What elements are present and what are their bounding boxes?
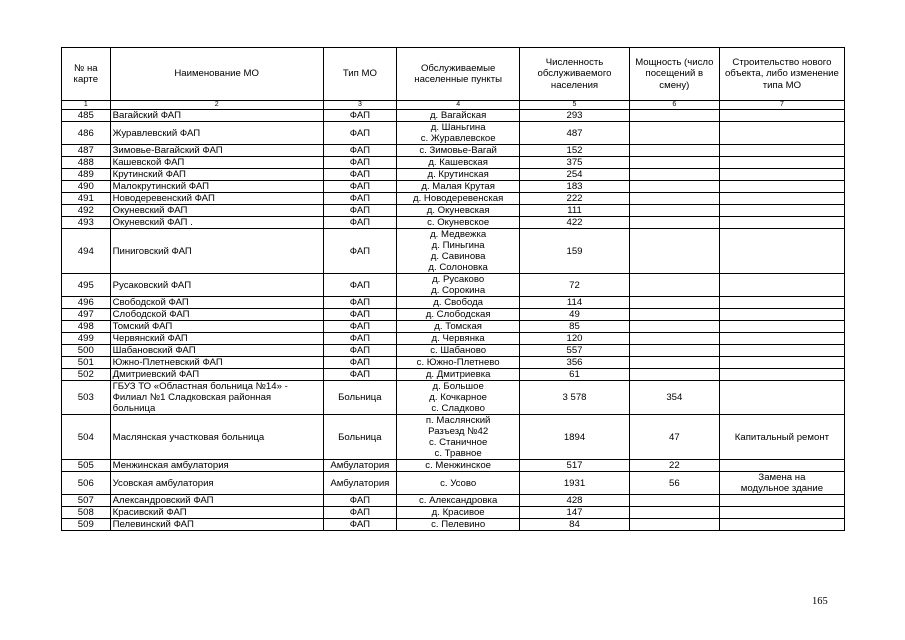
construction-cell (719, 495, 844, 507)
population-cell: 84 (520, 519, 630, 531)
mo-name-cell-line: Дмитриевский ФАП (112, 369, 200, 380)
construction-cell (719, 274, 844, 297)
mo-name-cell-line: Пиниговский ФАП (112, 245, 192, 257)
population-cell: 49 (520, 309, 630, 321)
settlements-cell (397, 381, 520, 415)
population-cell: 120 (520, 333, 630, 345)
map-number-cell: 492 (62, 205, 111, 217)
construction-cell (719, 205, 844, 217)
table-row (62, 333, 845, 345)
population-cell: 152 (520, 145, 630, 157)
settlements-cell (397, 229, 520, 274)
column-number: 4 (397, 101, 520, 110)
settlements-cell-line: д. Малая Крутая (421, 181, 495, 192)
table-row (62, 460, 845, 472)
map-number-cell: 509 (62, 519, 111, 531)
capacity-cell: 22 (629, 460, 719, 472)
table-row (62, 145, 845, 157)
population-cell: 72 (520, 274, 630, 297)
settlements-cell (397, 145, 520, 157)
mo-name-cell-line: Журавлевский ФАП (112, 127, 201, 139)
capacity-cell (629, 145, 719, 157)
mo-name-cell (110, 274, 323, 297)
population-cell: 3 578 (520, 381, 630, 415)
map-number-cell: 508 (62, 507, 111, 519)
facilities-table (61, 47, 845, 531)
settlements-cell (397, 519, 520, 531)
settlements-cell (397, 217, 520, 229)
settlements-cell (397, 472, 520, 495)
mo-name-cell-line: Кашевской ФАП (112, 157, 185, 168)
table-row (62, 345, 845, 357)
settlements-cell (397, 110, 520, 122)
capacity-cell (629, 369, 719, 381)
settlements-cell (397, 321, 520, 333)
settlements-cell (397, 181, 520, 193)
construction-cell (719, 369, 844, 381)
page-number: 165 (812, 596, 828, 607)
capacity-cell: 56 (629, 472, 719, 495)
capacity-cell (629, 321, 719, 333)
mo-name-cell (110, 157, 323, 169)
header-capacity: Мощность (число посещений в смену) (629, 48, 719, 101)
settlements-cell (397, 169, 520, 181)
mo-name-cell (110, 309, 323, 321)
map-number-cell: 500 (62, 345, 111, 357)
mo-name-cell-line: Филиал №1 Сладковская районная (112, 392, 272, 403)
mo-type-cell: ФАП (323, 110, 396, 122)
table-row (62, 495, 845, 507)
column-number: 6 (629, 101, 719, 110)
table-row (62, 122, 845, 145)
mo-type-cell: ФАП (323, 274, 396, 297)
settlements-cell-line: с. Южно-Плетнево (416, 357, 500, 368)
mo-type-cell: ФАП (323, 333, 396, 345)
mo-name-cell-line: Новодеревенский ФАП (112, 193, 215, 204)
map-number-cell: 487 (62, 145, 111, 157)
table-body (62, 110, 845, 531)
map-number-cell: 503 (62, 381, 111, 415)
mo-type-cell: ФАП (323, 345, 396, 357)
table-row (62, 205, 845, 217)
settlements-cell (397, 274, 520, 297)
header-settlements: Обслуживаемые населенные пункты (397, 48, 520, 101)
map-number-cell: 505 (62, 460, 111, 472)
settlements-cell-line: д. Медвежка (430, 229, 487, 240)
table-row (62, 274, 845, 297)
settlements-cell-line: с. Усово (440, 477, 477, 489)
settlements-cell-line: д. Крутинская (427, 169, 489, 180)
construction-cell (719, 229, 844, 274)
settlements-cell (397, 297, 520, 309)
population-cell: 422 (520, 217, 630, 229)
map-number-cell: 493 (62, 217, 111, 229)
population-cell: 85 (520, 321, 630, 333)
settlements-cell-line: д. Шаньгина (430, 122, 486, 133)
table-row (62, 519, 845, 531)
settlements-cell-line: с. Журавлевское (420, 133, 496, 144)
settlements-cell (397, 415, 520, 460)
column-number: 1 (62, 101, 111, 110)
population-cell: 183 (520, 181, 630, 193)
mo-name-cell-line: Слободской ФАП (112, 309, 190, 320)
mo-name-cell-line: Менжинская амбулатория (112, 460, 229, 471)
construction-cell-line: Капитальный ремонт (734, 431, 830, 443)
settlements-cell-line: д. Солоновка (428, 262, 488, 273)
map-number-cell: 499 (62, 333, 111, 345)
map-number-cell: 494 (62, 229, 111, 274)
mo-name-cell (110, 321, 323, 333)
capacity-cell (629, 333, 719, 345)
settlements-cell-line: д. Окуневская (426, 205, 490, 216)
mo-name-cell (110, 415, 323, 460)
header-map-number: № на карте (62, 48, 111, 101)
settlements-cell (397, 357, 520, 369)
settlements-cell-line: д. Савинова (430, 251, 486, 262)
population-cell: 428 (520, 495, 630, 507)
construction-cell (719, 519, 844, 531)
map-number-cell: 497 (62, 309, 111, 321)
mo-name-cell (110, 381, 323, 415)
settlements-cell-line: д. Новодеревенская (413, 193, 504, 204)
settlements-cell-line: п. Маслянский (425, 415, 491, 426)
mo-name-cell (110, 357, 323, 369)
mo-name-cell-line: Крутинский ФАП (112, 169, 186, 180)
mo-name-cell-line: ГБУЗ ТО «Областная больница №14» - (112, 381, 288, 392)
mo-name-cell-line: Малокрутинский ФАП (112, 181, 210, 192)
capacity-cell (629, 217, 719, 229)
population-cell: 1894 (520, 415, 630, 460)
table-row (62, 229, 845, 274)
mo-type-cell: Амбулатория (323, 472, 396, 495)
construction-cell (719, 181, 844, 193)
mo-type-cell: ФАП (323, 169, 396, 181)
construction-cell (719, 169, 844, 181)
settlements-cell (397, 507, 520, 519)
mo-type-cell: Больница (323, 381, 396, 415)
map-number-cell: 506 (62, 472, 111, 495)
settlements-cell (397, 157, 520, 169)
table-row (62, 157, 845, 169)
mo-type-cell: Больница (323, 415, 396, 460)
settlements-cell-line: д. Червянка (431, 333, 485, 344)
settlements-cell-line: с. Станичное (428, 437, 488, 448)
mo-type-cell: ФАП (323, 181, 396, 193)
table-row (62, 369, 845, 381)
mo-name-cell (110, 122, 323, 145)
table-row (62, 309, 845, 321)
population-cell: 159 (520, 229, 630, 274)
mo-name-cell-line: Свободской ФАП (112, 297, 189, 308)
map-number-cell: 504 (62, 415, 111, 460)
table-row (62, 507, 845, 519)
mo-type-cell: ФАП (323, 122, 396, 145)
population-cell: 356 (520, 357, 630, 369)
settlements-cell (397, 345, 520, 357)
settlements-cell-line: с. Травное (434, 448, 482, 459)
construction-cell (719, 145, 844, 157)
settlements-cell-line: д. Кочкарное (429, 392, 487, 403)
mo-type-cell: ФАП (323, 145, 396, 157)
mo-type-cell: ФАП (323, 217, 396, 229)
column-number: 2 (110, 101, 323, 110)
settlements-cell-line: с. Менжинское (425, 460, 491, 471)
mo-name-cell-line: Маслянская участковая больница (112, 431, 265, 443)
population-cell: 114 (520, 297, 630, 309)
capacity-cell (629, 507, 719, 519)
header-construction: Строительство нового объекта, либо изменение типа МО (719, 48, 844, 101)
mo-name-cell-line: Русаковский ФАП (112, 279, 192, 291)
settlements-cell-line: с. Александровка (418, 495, 498, 506)
capacity-cell (629, 169, 719, 181)
mo-type-cell: Амбулатория (323, 460, 396, 472)
map-number-cell: 489 (62, 169, 111, 181)
mo-name-cell (110, 345, 323, 357)
capacity-cell (629, 357, 719, 369)
mo-type-cell: ФАП (323, 357, 396, 369)
settlements-cell-line: д. Большое (432, 381, 484, 392)
construction-cell (719, 333, 844, 345)
population-cell: 111 (520, 205, 630, 217)
mo-name-cell-line: Вагайский ФАП (112, 110, 181, 121)
mo-type-cell: ФАП (323, 205, 396, 217)
mo-name-cell (110, 229, 323, 274)
settlements-cell-line: д. Свобода (433, 297, 484, 308)
settlements-cell (397, 122, 520, 145)
mo-name-cell-line: Шабановский ФАП (112, 345, 196, 356)
mo-name-cell-line: Томский ФАП (112, 321, 173, 332)
mo-name-cell-line: Южно-Плетневский ФАП (112, 357, 223, 368)
map-number-cell: 488 (62, 157, 111, 169)
mo-name-cell (110, 297, 323, 309)
mo-name-cell (110, 507, 323, 519)
mo-name-cell (110, 169, 323, 181)
mo-name-cell-line: Красивский ФАП (112, 507, 187, 518)
table-row (62, 297, 845, 309)
map-number-cell: 486 (62, 122, 111, 145)
construction-cell (719, 297, 844, 309)
settlements-cell (397, 369, 520, 381)
mo-name-cell (110, 205, 323, 217)
settlements-cell-line: с. Зимовье-Вагай (419, 145, 497, 156)
settlements-cell-line: д. Пиньгина (431, 240, 485, 251)
table-row (62, 381, 845, 415)
construction-cell (719, 345, 844, 357)
settlements-cell-line: с. Сладково (431, 403, 485, 414)
construction-cell (719, 507, 844, 519)
construction-cell (719, 193, 844, 205)
mo-type-cell: ФАП (323, 229, 396, 274)
settlements-cell-line: Разъезд №42 (428, 426, 489, 437)
header-mo-name: Наименование МО (110, 48, 323, 101)
construction-cell-line: Замена на (758, 472, 806, 483)
table-row (62, 110, 845, 122)
construction-cell (719, 309, 844, 321)
construction-cell (719, 122, 844, 145)
mo-name-cell (110, 110, 323, 122)
population-cell: 1931 (520, 472, 630, 495)
settlements-cell (397, 205, 520, 217)
mo-name-cell-line: больница (112, 403, 156, 414)
settlements-cell-line: с. Шабаново (430, 345, 487, 356)
mo-name-cell (110, 181, 323, 193)
construction-cell (719, 157, 844, 169)
table-row (62, 357, 845, 369)
construction-cell (719, 472, 844, 495)
population-cell: 557 (520, 345, 630, 357)
table-row (62, 321, 845, 333)
capacity-cell (629, 309, 719, 321)
mo-name-cell-line: Усовская амбулатория (112, 477, 214, 489)
construction-cell (719, 217, 844, 229)
capacity-cell: 47 (629, 415, 719, 460)
map-number-cell: 490 (62, 181, 111, 193)
construction-cell (719, 357, 844, 369)
column-number: 5 (520, 101, 630, 110)
settlements-cell (397, 309, 520, 321)
capacity-cell (629, 519, 719, 531)
capacity-cell (629, 345, 719, 357)
mo-name-cell-line: Червянский ФАП (112, 333, 188, 344)
settlements-cell (397, 193, 520, 205)
mo-name-cell (110, 193, 323, 205)
capacity-cell (629, 205, 719, 217)
table-row (62, 472, 845, 495)
population-cell: 375 (520, 157, 630, 169)
map-number-cell: 501 (62, 357, 111, 369)
mo-type-cell: ФАП (323, 369, 396, 381)
table-row (62, 415, 845, 460)
map-number-cell: 496 (62, 297, 111, 309)
table-row (62, 181, 845, 193)
mo-type-cell: ФАП (323, 157, 396, 169)
map-number-cell: 498 (62, 321, 111, 333)
population-cell: 487 (520, 122, 630, 145)
map-number-cell: 507 (62, 495, 111, 507)
settlements-cell-line: д. Вагайская (429, 110, 487, 121)
mo-type-cell: ФАП (323, 321, 396, 333)
capacity-cell (629, 110, 719, 122)
mo-name-cell (110, 145, 323, 157)
construction-cell (719, 110, 844, 122)
mo-name-cell-line: Окуневский ФАП . (112, 217, 193, 228)
header-population: Численность обслуживаемого населения (520, 48, 630, 101)
capacity-cell (629, 181, 719, 193)
capacity-cell: 354 (629, 381, 719, 415)
mo-type-cell: ФАП (323, 507, 396, 519)
construction-cell-line: модульное здание (740, 483, 824, 494)
settlements-cell-line: д. Кашевская (428, 157, 488, 168)
settlements-cell-line: д. Дмитриевка (425, 369, 491, 380)
table-row (62, 193, 845, 205)
mo-name-cell (110, 217, 323, 229)
mo-type-cell: ФАП (323, 495, 396, 507)
settlements-cell-line: д. Томская (434, 321, 482, 332)
capacity-cell (629, 274, 719, 297)
column-number: 7 (719, 101, 844, 110)
mo-name-cell-line: Пелевинский ФАП (112, 519, 194, 530)
population-cell: 517 (520, 460, 630, 472)
mo-name-cell (110, 369, 323, 381)
mo-name-cell (110, 460, 323, 472)
map-number-cell: 491 (62, 193, 111, 205)
settlements-cell-line: д. Сорокина (431, 285, 486, 296)
settlements-cell-line: с. Пелевино (431, 519, 486, 530)
construction-cell (719, 381, 844, 415)
population-cell: 254 (520, 169, 630, 181)
capacity-cell (629, 229, 719, 274)
header-row (62, 48, 845, 101)
capacity-cell (629, 495, 719, 507)
mo-name-cell (110, 495, 323, 507)
population-cell: 147 (520, 507, 630, 519)
population-cell: 222 (520, 193, 630, 205)
column-number: 3 (323, 101, 396, 110)
mo-type-cell: ФАП (323, 193, 396, 205)
settlements-cell-line: д. Русаково (432, 274, 485, 285)
mo-name-cell (110, 472, 323, 495)
map-number-cell: 485 (62, 110, 111, 122)
construction-cell (719, 321, 844, 333)
settlements-cell-line: д. Красивое (431, 507, 485, 518)
mo-name-cell-line: Зимовье-Вагайский ФАП (112, 145, 223, 156)
table-row (62, 217, 845, 229)
map-number-cell: 502 (62, 369, 111, 381)
settlements-cell (397, 333, 520, 345)
mo-name-cell (110, 519, 323, 531)
header-mo-type: Тип МО (323, 48, 396, 101)
capacity-cell (629, 122, 719, 145)
column-number-row (62, 101, 845, 110)
settlements-cell-line: с. Окуневское (427, 217, 490, 228)
table-row (62, 169, 845, 181)
mo-type-cell: ФАП (323, 309, 396, 321)
capacity-cell (629, 297, 719, 309)
construction-cell (719, 415, 844, 460)
mo-name-cell-line: Александровский ФАП (112, 495, 214, 506)
population-cell: 293 (520, 110, 630, 122)
capacity-cell (629, 157, 719, 169)
capacity-cell (629, 193, 719, 205)
settlements-cell-line: д. Слободская (425, 309, 491, 320)
settlements-cell (397, 460, 520, 472)
mo-type-cell: ФАП (323, 297, 396, 309)
map-number-cell: 495 (62, 274, 111, 297)
mo-name-cell (110, 333, 323, 345)
mo-name-cell-line: Окуневский ФАП (112, 205, 188, 216)
settlements-cell (397, 495, 520, 507)
construction-cell (719, 460, 844, 472)
mo-type-cell: ФАП (323, 519, 396, 531)
population-cell: 61 (520, 369, 630, 381)
